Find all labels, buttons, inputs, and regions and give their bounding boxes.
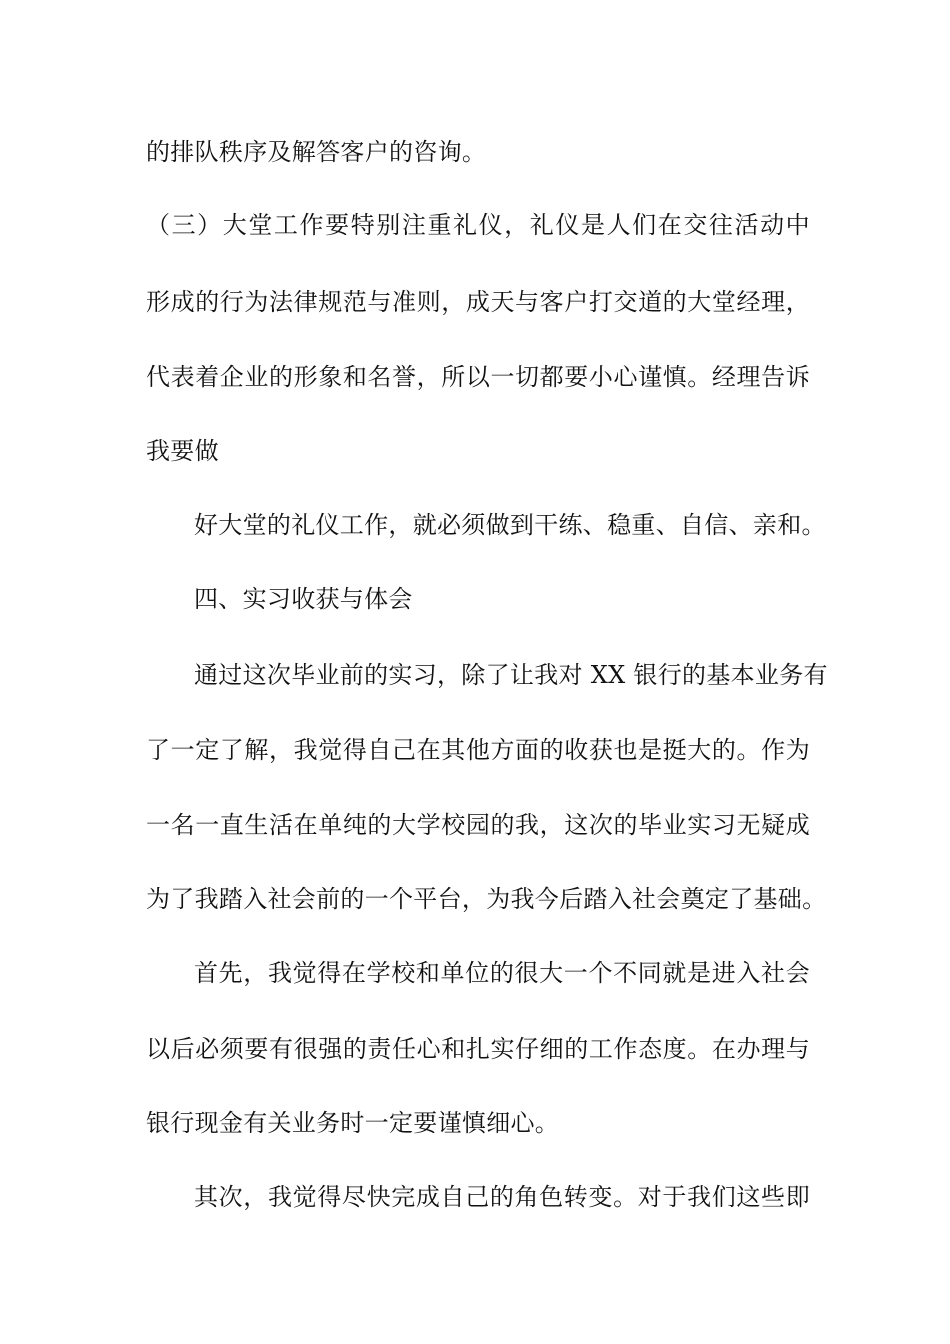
- text-line: 形成的行为法律规范与准则，成天与客户打交道的大堂经理，: [146, 288, 810, 316]
- text-line: 其次，我觉得尽快完成自己的角色转变。对于我们这些即: [194, 1183, 810, 1211]
- text-line: 以后必须要有很强的责任心和扎实仔细的工作态度。在办理与: [146, 1035, 810, 1063]
- text-line: （三）大堂工作要特别注重礼仪，礼仪是人们在交往活动中: [146, 211, 810, 239]
- text-line: 我要做: [146, 437, 219, 465]
- text-line: 银行现金有关业务时一定要谨慎细心。: [146, 1109, 560, 1137]
- text-line: 好大堂的礼仪工作，就必须做到干练、稳重、自信、亲和。: [194, 511, 826, 539]
- text-line: 的排队秩序及解答客户的咨询。: [146, 138, 487, 166]
- text-line: 为了我踏入社会前的一个平台，为我今后踏入社会奠定了基础。: [146, 885, 827, 913]
- text-line: 首先，我觉得在学校和单位的很大一个不同就是进入社会: [194, 959, 810, 987]
- text-line: 了一定了解，我觉得自己在其他方面的收获也是挺大的。作为: [146, 736, 810, 764]
- text-line: 代表着企业的形象和名誉，所以一切都要小心谨慎。经理告诉: [146, 363, 810, 391]
- section-heading: 四、实习收获与体会: [194, 585, 413, 613]
- text-line: 一名一直生活在单纯的大学校园的我，这次的毕业实习无疑成: [146, 811, 810, 839]
- text-line: 通过这次毕业前的实习，除了让我对 XX 银行的基本业务有: [194, 661, 828, 689]
